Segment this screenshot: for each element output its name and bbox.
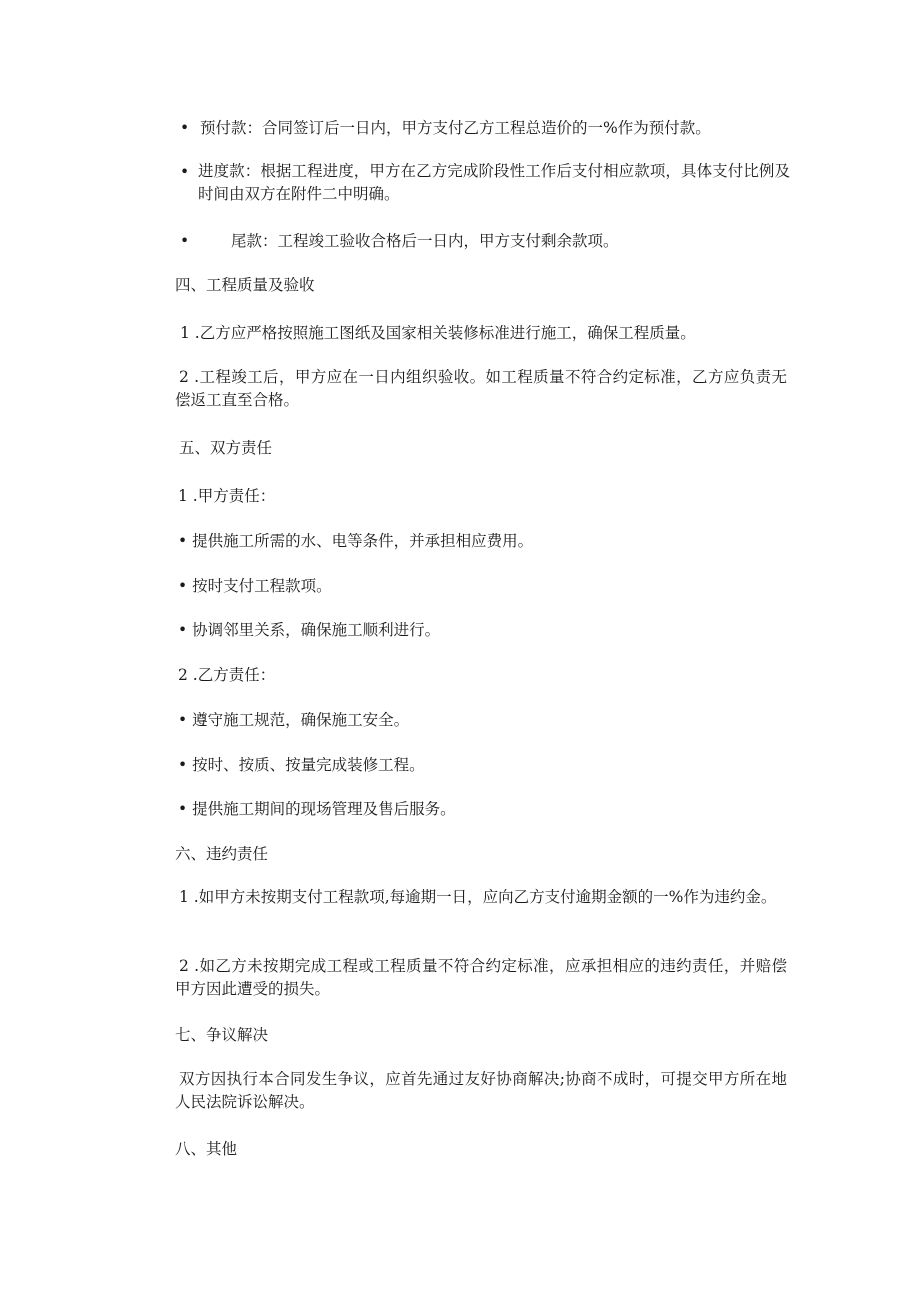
- section-6-item-1: 1 .如甲方未按期支付工程款项,每逾期一日，应向乙方支付逾期金额的一%作为违约金。: [179, 888, 777, 906]
- party-a-label: 1 .甲方责任：: [178, 487, 276, 505]
- bullet-final: •: [180, 232, 190, 250]
- section-5-heading: 五、双方责任: [179, 439, 273, 457]
- bullet-advance: •: [180, 119, 190, 137]
- section-6-item-2: 2 .如乙方未按期完成工程或工程质量不符合约定标准，应承担相应的违约责任，并赔偿甲方因此遭受的损失。: [175, 957, 787, 998]
- section-4-item-2: 2 .工程竣工后，甲方应在一日内组织验收。如工程质量不符合约定标准，乙方应负责无偿返工直至合格。: [175, 368, 787, 409]
- section-8-heading: 八、其他: [175, 1140, 238, 1158]
- section-7-heading: 七、争议解决: [175, 1026, 269, 1044]
- section-4-item-1: 1 .乙方应严格按照施工图纸及国家相关装修标准进行施工，确保工程质量。: [180, 324, 696, 342]
- party-b-item-3: • 提供施工期间的现场管理及售后服务。: [178, 800, 456, 818]
- bullet-progress: •: [180, 163, 190, 181]
- party-a-item-1: • 提供施工所需的水、电等条件，并承担相应费用。: [178, 532, 534, 550]
- section-7-text: 双方因执行本合同发生争议，应首先通过友好协商解决;协商不成时，可提交甲方所在地人民法院诉讼解决。: [175, 1070, 787, 1111]
- party-b-item-2: • 按时、按质、按量完成装修工程。: [178, 756, 425, 774]
- final-payment-text: 尾款：工程竣工验收合格后一日内，甲方支付剩余款项。: [231, 232, 619, 250]
- party-a-item-2: • 按时支付工程款项。: [178, 577, 332, 595]
- advance-payment-text: 预付款：合同签订后一日内，甲方支付乙方工程总造价的一%作为预付款。: [200, 119, 711, 137]
- progress-payment-text: 进度款：根据工程进度，甲方在乙方完成阶段性工作后支付相应款项，具体支付比例及时间由双方在附件二中明确。: [198, 162, 790, 203]
- party-b-label: 2 .乙方责任：: [178, 666, 276, 684]
- section-4-heading: 四、工程质量及验收: [175, 276, 315, 294]
- party-a-item-3: • 协调邻里关系，确保施工顺利进行。: [178, 621, 441, 639]
- section-6-heading: 六、违约责任: [175, 845, 269, 863]
- party-b-item-1: • 遵守施工规范，确保施工安全。: [178, 711, 410, 729]
